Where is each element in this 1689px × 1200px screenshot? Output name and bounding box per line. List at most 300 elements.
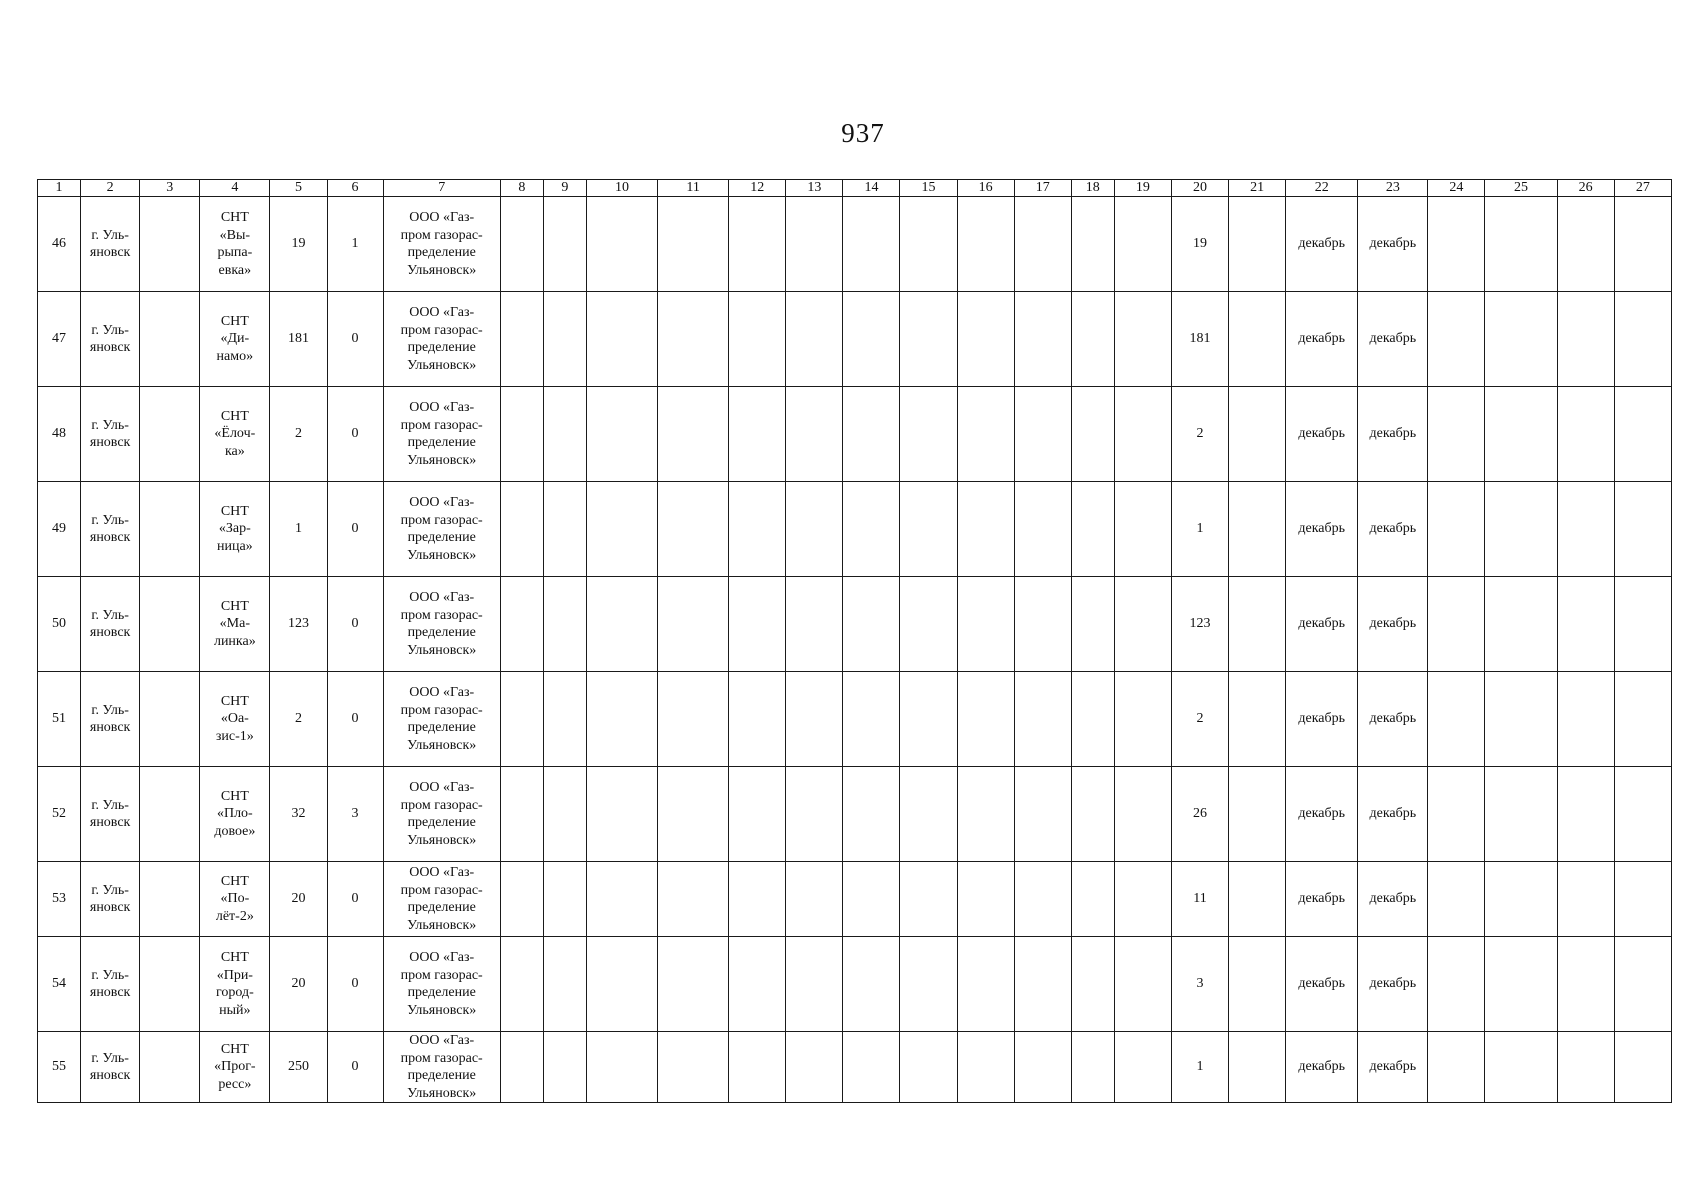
table-row xyxy=(38,767,1672,862)
month-col22-cell: декабрь xyxy=(1286,937,1358,1032)
object-name-cell: СНТ «Вы- рыпа- евка» xyxy=(200,197,270,292)
empty-cell xyxy=(1071,197,1114,292)
empty-cell xyxy=(140,577,200,672)
empty-cell xyxy=(786,482,843,577)
column-number-7: 7 xyxy=(383,180,500,197)
empty-cell xyxy=(1014,1032,1071,1103)
empty-cell xyxy=(843,387,900,482)
empty-cell xyxy=(543,862,586,937)
empty-cell xyxy=(1014,387,1071,482)
empty-cell xyxy=(1071,1032,1114,1103)
empty-cell xyxy=(786,767,843,862)
location-cell: г. Уль- яновск xyxy=(81,197,140,292)
empty-cell xyxy=(729,862,786,937)
empty-cell xyxy=(957,672,1014,767)
empty-cell xyxy=(957,767,1014,862)
empty-cell xyxy=(1071,387,1114,482)
empty-cell xyxy=(1485,387,1557,482)
empty-cell xyxy=(1557,937,1614,1032)
empty-cell xyxy=(1485,1032,1557,1103)
object-name-cell: СНТ «Ма- линка» xyxy=(200,577,270,672)
empty-cell xyxy=(1557,862,1614,937)
location-cell: г. Уль- яновск xyxy=(81,292,140,387)
empty-cell xyxy=(543,672,586,767)
empty-cell xyxy=(658,387,729,482)
row-number-cell: 54 xyxy=(38,937,81,1032)
empty-cell xyxy=(1428,862,1485,937)
empty-cell xyxy=(658,937,729,1032)
empty-cell xyxy=(729,482,786,577)
empty-cell xyxy=(543,937,586,1032)
empty-cell xyxy=(1229,1032,1286,1103)
value-col6-cell: 3 xyxy=(327,767,383,862)
column-number-12: 12 xyxy=(729,180,786,197)
value-col5-cell: 250 xyxy=(270,1032,327,1103)
empty-cell xyxy=(729,672,786,767)
value-col5-cell: 20 xyxy=(270,937,327,1032)
value-col6-cell: 1 xyxy=(327,197,383,292)
value-col6-cell: 0 xyxy=(327,292,383,387)
month-col22-cell: декабрь xyxy=(1286,197,1358,292)
empty-cell xyxy=(786,1032,843,1103)
location-cell: г. Уль- яновск xyxy=(81,672,140,767)
column-number-18: 18 xyxy=(1071,180,1114,197)
empty-cell xyxy=(1071,482,1114,577)
empty-cell xyxy=(786,292,843,387)
empty-cell xyxy=(1428,197,1485,292)
column-number-5: 5 xyxy=(270,180,327,197)
empty-cell xyxy=(729,937,786,1032)
organization-cell: ООО «Газ- пром газорас- пределение Ульяновск» xyxy=(383,937,500,1032)
empty-cell xyxy=(1014,577,1071,672)
month-col22-cell: декабрь xyxy=(1286,767,1358,862)
value-col6-cell: 0 xyxy=(327,577,383,672)
empty-cell xyxy=(843,482,900,577)
empty-cell xyxy=(729,292,786,387)
column-number-10: 10 xyxy=(586,180,657,197)
empty-cell xyxy=(1485,862,1557,937)
object-name-cell: СНТ «Оа- зис-1» xyxy=(200,672,270,767)
row-number-cell: 50 xyxy=(38,577,81,672)
empty-cell xyxy=(843,197,900,292)
empty-cell xyxy=(658,197,729,292)
empty-cell xyxy=(1229,292,1286,387)
empty-cell xyxy=(1114,197,1171,292)
table-row xyxy=(38,197,1672,292)
empty-cell xyxy=(1485,482,1557,577)
empty-cell xyxy=(586,672,657,767)
organization-cell: ООО «Газ- пром газорас- пределение Ульяновск» xyxy=(383,577,500,672)
empty-cell xyxy=(1114,767,1171,862)
empty-cell xyxy=(957,577,1014,672)
column-number-3: 3 xyxy=(140,180,200,197)
value-col5-cell: 32 xyxy=(270,767,327,862)
empty-cell xyxy=(786,862,843,937)
empty-cell xyxy=(1114,292,1171,387)
empty-cell xyxy=(140,197,200,292)
value-col6-cell: 0 xyxy=(327,672,383,767)
empty-cell xyxy=(1014,862,1071,937)
empty-cell xyxy=(1614,937,1671,1032)
empty-cell xyxy=(729,197,786,292)
column-number-row xyxy=(38,180,1672,197)
value-col20-cell: 3 xyxy=(1171,937,1228,1032)
empty-cell xyxy=(586,577,657,672)
organization-cell: ООО «Газ- пром газорас- пределение Ульяновск» xyxy=(383,767,500,862)
empty-cell xyxy=(543,292,586,387)
empty-cell xyxy=(786,197,843,292)
row-number-cell: 46 xyxy=(38,197,81,292)
empty-cell xyxy=(1014,482,1071,577)
row-number-cell: 52 xyxy=(38,767,81,862)
month-col23-cell: декабрь xyxy=(1358,672,1428,767)
empty-cell xyxy=(500,672,543,767)
empty-cell xyxy=(1014,767,1071,862)
empty-cell xyxy=(729,1032,786,1103)
empty-cell xyxy=(900,482,957,577)
empty-cell xyxy=(843,767,900,862)
empty-cell xyxy=(500,482,543,577)
table-row xyxy=(38,937,1672,1032)
empty-cell xyxy=(1229,767,1286,862)
empty-cell xyxy=(1014,197,1071,292)
month-col22-cell: декабрь xyxy=(1286,387,1358,482)
column-number-11: 11 xyxy=(658,180,729,197)
column-number-20: 20 xyxy=(1171,180,1228,197)
empty-cell xyxy=(1485,197,1557,292)
empty-cell xyxy=(843,1032,900,1103)
empty-cell xyxy=(1071,862,1114,937)
empty-cell xyxy=(957,387,1014,482)
object-name-cell: СНТ «Ёлоч- ка» xyxy=(200,387,270,482)
location-cell: г. Уль- яновск xyxy=(81,577,140,672)
object-name-cell: СНТ «Пло- довое» xyxy=(200,767,270,862)
empty-cell xyxy=(957,1032,1014,1103)
empty-cell xyxy=(729,767,786,862)
table-row xyxy=(38,1032,1672,1103)
empty-cell xyxy=(1557,577,1614,672)
empty-cell xyxy=(500,387,543,482)
empty-cell xyxy=(500,937,543,1032)
empty-cell xyxy=(843,862,900,937)
empty-cell xyxy=(500,292,543,387)
empty-cell xyxy=(786,937,843,1032)
empty-cell xyxy=(900,292,957,387)
empty-cell xyxy=(1071,577,1114,672)
register-table xyxy=(37,179,1672,1103)
empty-cell xyxy=(586,862,657,937)
month-col22-cell: декабрь xyxy=(1286,672,1358,767)
row-number-cell: 53 xyxy=(38,862,81,937)
row-number-cell: 49 xyxy=(38,482,81,577)
empty-cell xyxy=(1614,482,1671,577)
column-number-8: 8 xyxy=(500,180,543,197)
value-col6-cell: 0 xyxy=(327,1032,383,1103)
table-row xyxy=(38,862,1672,937)
empty-cell xyxy=(900,862,957,937)
column-number-2: 2 xyxy=(81,180,140,197)
empty-cell xyxy=(1614,672,1671,767)
month-col23-cell: декабрь xyxy=(1358,292,1428,387)
empty-cell xyxy=(1428,767,1485,862)
empty-cell xyxy=(957,937,1014,1032)
value-col6-cell: 0 xyxy=(327,482,383,577)
column-number-13: 13 xyxy=(786,180,843,197)
empty-cell xyxy=(1229,937,1286,1032)
value-col5-cell: 2 xyxy=(270,387,327,482)
empty-cell xyxy=(900,937,957,1032)
value-col6-cell: 0 xyxy=(327,387,383,482)
value-col5-cell: 1 xyxy=(270,482,327,577)
empty-cell xyxy=(1614,197,1671,292)
empty-cell xyxy=(1229,862,1286,937)
month-col22-cell: декабрь xyxy=(1286,1032,1358,1103)
empty-cell xyxy=(586,292,657,387)
empty-cell xyxy=(500,767,543,862)
empty-cell xyxy=(1114,1032,1171,1103)
value-col20-cell: 1 xyxy=(1171,1032,1228,1103)
empty-cell xyxy=(1614,767,1671,862)
empty-cell xyxy=(900,387,957,482)
empty-cell xyxy=(140,862,200,937)
empty-cell xyxy=(729,577,786,672)
month-col23-cell: декабрь xyxy=(1358,862,1428,937)
empty-cell xyxy=(1614,292,1671,387)
table-body xyxy=(38,197,1672,1103)
value-col5-cell: 19 xyxy=(270,197,327,292)
column-number-25: 25 xyxy=(1485,180,1557,197)
empty-cell xyxy=(729,387,786,482)
column-number-14: 14 xyxy=(843,180,900,197)
month-col23-cell: декабрь xyxy=(1358,937,1428,1032)
value-col20-cell: 181 xyxy=(1171,292,1228,387)
empty-cell xyxy=(786,387,843,482)
value-col20-cell: 11 xyxy=(1171,862,1228,937)
empty-cell xyxy=(957,197,1014,292)
month-col23-cell: декабрь xyxy=(1358,767,1428,862)
value-col20-cell: 19 xyxy=(1171,197,1228,292)
empty-cell xyxy=(1229,672,1286,767)
organization-cell: ООО «Газ- пром газорас- пределение Ульяновск» xyxy=(383,482,500,577)
row-number-cell: 55 xyxy=(38,1032,81,1103)
empty-cell xyxy=(900,1032,957,1103)
empty-cell xyxy=(1557,387,1614,482)
empty-cell xyxy=(658,767,729,862)
empty-cell xyxy=(1557,767,1614,862)
empty-cell xyxy=(1428,937,1485,1032)
location-cell: г. Уль- яновск xyxy=(81,862,140,937)
empty-cell xyxy=(1428,577,1485,672)
column-number-22: 22 xyxy=(1286,180,1358,197)
empty-cell xyxy=(500,577,543,672)
column-number-19: 19 xyxy=(1114,180,1171,197)
value-col20-cell: 123 xyxy=(1171,577,1228,672)
empty-cell xyxy=(900,577,957,672)
value-col20-cell: 1 xyxy=(1171,482,1228,577)
empty-cell xyxy=(1428,1032,1485,1103)
empty-cell xyxy=(1229,387,1286,482)
empty-cell xyxy=(1485,672,1557,767)
empty-cell xyxy=(786,672,843,767)
table-row xyxy=(38,387,1672,482)
organization-cell: ООО «Газ- пром газорас- пределение Ульяновск» xyxy=(383,1032,500,1103)
column-number-15: 15 xyxy=(900,180,957,197)
empty-cell xyxy=(1614,577,1671,672)
month-col22-cell: декабрь xyxy=(1286,482,1358,577)
empty-cell xyxy=(1428,482,1485,577)
empty-cell xyxy=(586,482,657,577)
object-name-cell: СНТ «При- город- ный» xyxy=(200,937,270,1032)
empty-cell xyxy=(500,862,543,937)
month-col22-cell: декабрь xyxy=(1286,862,1358,937)
empty-cell xyxy=(543,482,586,577)
month-col23-cell: декабрь xyxy=(1358,482,1428,577)
empty-cell xyxy=(1229,197,1286,292)
column-number-1: 1 xyxy=(38,180,81,197)
location-cell: г. Уль- яновск xyxy=(81,387,140,482)
value-col6-cell: 0 xyxy=(327,937,383,1032)
month-col23-cell: декабрь xyxy=(1358,577,1428,672)
value-col20-cell: 26 xyxy=(1171,767,1228,862)
empty-cell xyxy=(1014,672,1071,767)
empty-cell xyxy=(1229,482,1286,577)
empty-cell xyxy=(957,862,1014,937)
empty-cell xyxy=(900,767,957,862)
empty-cell xyxy=(1071,937,1114,1032)
empty-cell xyxy=(1485,577,1557,672)
object-name-cell: СНТ «Зар- ница» xyxy=(200,482,270,577)
column-number-17: 17 xyxy=(1014,180,1071,197)
object-name-cell: СНТ «Прог- ресс» xyxy=(200,1032,270,1103)
empty-cell xyxy=(543,577,586,672)
empty-cell xyxy=(957,292,1014,387)
empty-cell xyxy=(843,292,900,387)
column-number-24: 24 xyxy=(1428,180,1485,197)
empty-cell xyxy=(1557,672,1614,767)
empty-cell xyxy=(658,862,729,937)
column-number-9: 9 xyxy=(543,180,586,197)
empty-cell xyxy=(1557,197,1614,292)
empty-cell xyxy=(140,767,200,862)
value-col20-cell: 2 xyxy=(1171,387,1228,482)
table-row xyxy=(38,482,1672,577)
empty-cell xyxy=(1614,387,1671,482)
empty-cell xyxy=(843,577,900,672)
empty-cell xyxy=(1014,937,1071,1032)
organization-cell: ООО «Газ- пром газорас- пределение Ульяновск» xyxy=(383,292,500,387)
empty-cell xyxy=(658,672,729,767)
column-number-6: 6 xyxy=(327,180,383,197)
empty-cell xyxy=(140,1032,200,1103)
column-number-4: 4 xyxy=(200,180,270,197)
empty-cell xyxy=(1614,862,1671,937)
empty-cell xyxy=(1557,482,1614,577)
empty-cell xyxy=(786,577,843,672)
empty-cell xyxy=(1071,672,1114,767)
object-name-cell: СНТ «По- лёт-2» xyxy=(200,862,270,937)
empty-cell xyxy=(1071,292,1114,387)
value-col5-cell: 181 xyxy=(270,292,327,387)
organization-cell: ООО «Газ- пром газорас- пределение Ульяновск» xyxy=(383,387,500,482)
location-cell: г. Уль- яновск xyxy=(81,937,140,1032)
value-col5-cell: 123 xyxy=(270,577,327,672)
empty-cell xyxy=(1428,292,1485,387)
empty-cell xyxy=(140,482,200,577)
empty-cell xyxy=(543,1032,586,1103)
location-cell: г. Уль- яновск xyxy=(81,767,140,862)
empty-cell xyxy=(586,1032,657,1103)
empty-cell xyxy=(140,937,200,1032)
column-number-26: 26 xyxy=(1557,180,1614,197)
empty-cell xyxy=(140,387,200,482)
empty-cell xyxy=(1428,672,1485,767)
organization-cell: ООО «Газ- пром газорас- пределение Ульяновск» xyxy=(383,862,500,937)
value-col5-cell: 2 xyxy=(270,672,327,767)
empty-cell xyxy=(843,672,900,767)
empty-cell xyxy=(1114,672,1171,767)
month-col22-cell: декабрь xyxy=(1286,577,1358,672)
page-number: 937 xyxy=(841,118,885,148)
empty-cell xyxy=(586,937,657,1032)
row-number-cell: 48 xyxy=(38,387,81,482)
row-number-cell: 47 xyxy=(38,292,81,387)
empty-cell xyxy=(658,482,729,577)
empty-cell xyxy=(1114,937,1171,1032)
empty-cell xyxy=(140,292,200,387)
empty-cell xyxy=(1114,482,1171,577)
empty-cell xyxy=(543,197,586,292)
empty-cell xyxy=(1229,577,1286,672)
organization-cell: ООО «Газ- пром газорас- пределение Ульяновск» xyxy=(383,672,500,767)
month-col23-cell: декабрь xyxy=(1358,387,1428,482)
empty-cell xyxy=(658,577,729,672)
empty-cell xyxy=(543,387,586,482)
empty-cell xyxy=(1485,937,1557,1032)
column-number-16: 16 xyxy=(957,180,1014,197)
column-number-23: 23 xyxy=(1358,180,1428,197)
empty-cell xyxy=(1614,1032,1671,1103)
row-number-cell: 51 xyxy=(38,672,81,767)
empty-cell xyxy=(586,197,657,292)
empty-cell xyxy=(586,767,657,862)
location-cell: г. Уль- яновск xyxy=(81,482,140,577)
empty-cell xyxy=(658,1032,729,1103)
empty-cell xyxy=(1485,767,1557,862)
empty-cell xyxy=(1014,292,1071,387)
empty-cell xyxy=(1557,292,1614,387)
empty-cell xyxy=(957,482,1014,577)
empty-cell xyxy=(1114,862,1171,937)
column-number-27: 27 xyxy=(1614,180,1671,197)
empty-cell xyxy=(900,197,957,292)
empty-cell xyxy=(586,387,657,482)
value-col6-cell: 0 xyxy=(327,862,383,937)
column-number-21: 21 xyxy=(1229,180,1286,197)
empty-cell xyxy=(843,937,900,1032)
empty-cell xyxy=(500,197,543,292)
empty-cell xyxy=(1114,577,1171,672)
month-col23-cell: декабрь xyxy=(1358,1032,1428,1103)
empty-cell xyxy=(500,1032,543,1103)
empty-cell xyxy=(543,767,586,862)
empty-cell xyxy=(1071,767,1114,862)
empty-cell xyxy=(140,672,200,767)
empty-cell xyxy=(1557,1032,1614,1103)
month-col22-cell: декабрь xyxy=(1286,292,1358,387)
value-col20-cell: 2 xyxy=(1171,672,1228,767)
table-row xyxy=(38,577,1672,672)
empty-cell xyxy=(1428,387,1485,482)
